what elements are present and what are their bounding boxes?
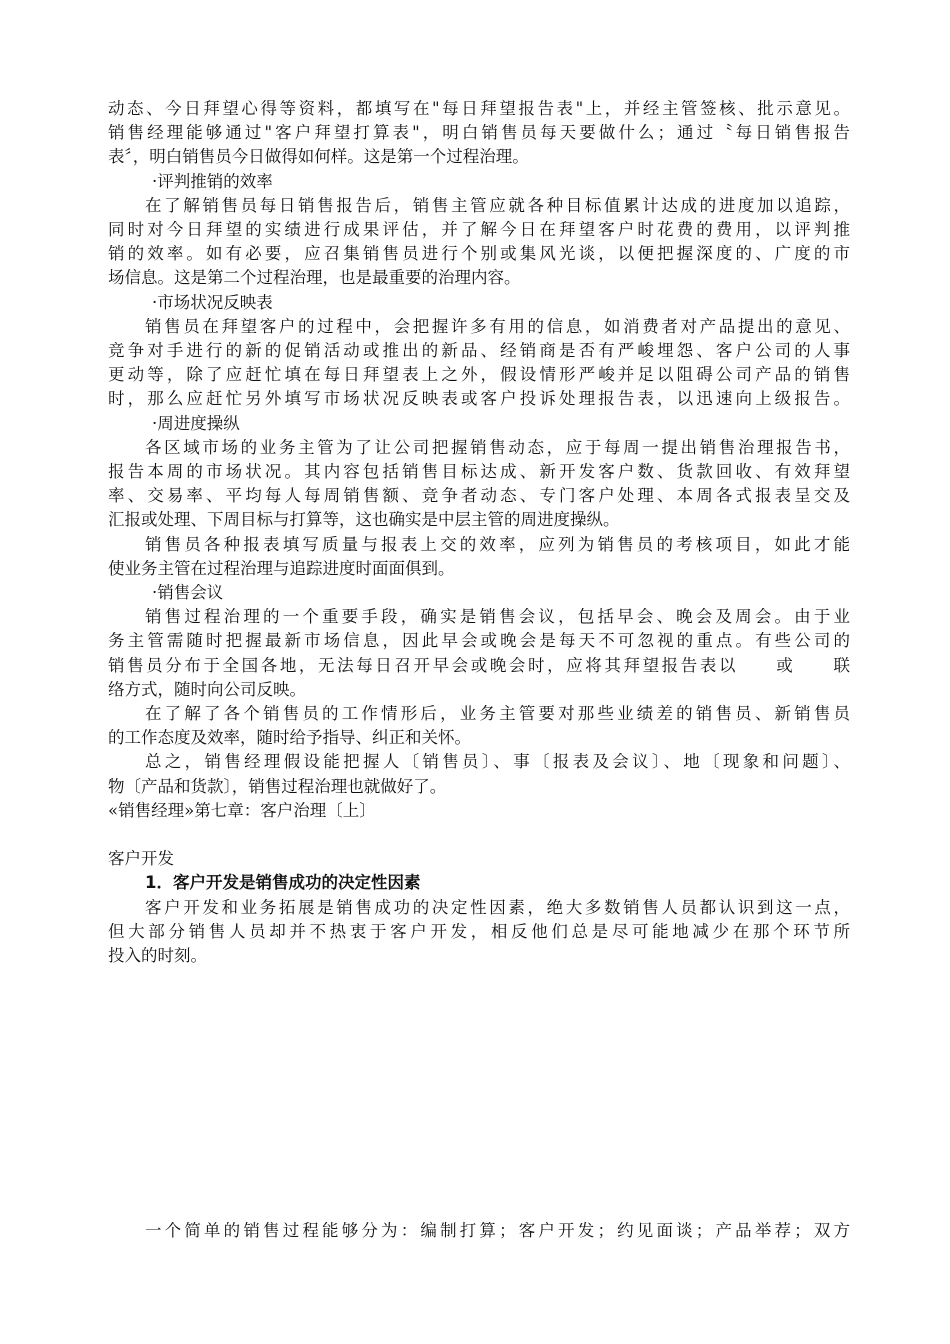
- document-body: [108, 97, 850, 968]
- paragraph-line: 一个简单的销售过程能够分为：编制打算；客户开发；约见面谈；产品举荐；双方: [145, 1221, 850, 1240]
- bullet-heading: ·市场状况反映表: [152, 292, 273, 312]
- paragraph-line: 务主管需随时把握最新市场信息，因此早会或晚会是每天不可忽视的重点。有些公司的: [108, 631, 850, 651]
- document-bottom-line: [108, 1219, 850, 1243]
- paragraph-line: 的工作态度及效率，随时给予指导、纠正和关怀。: [108, 728, 471, 748]
- paragraph-line: 同时对今日拜望的实绩进行成果评估，并了解今日在拜望客户时花费的费用，以评判推: [108, 220, 850, 240]
- paragraph-line: 客户开发和业务拓展是销售成功的决定性因素，绝大多数销售人员都认识到这一点，: [145, 897, 850, 917]
- paragraph-line: 但大部分销售人员却并不热衷于客户开发，相反他们总是尽可能地减少在那个环节所: [108, 921, 850, 941]
- paragraph-line: 1．客户开发是销售成功的决定性因素: [145, 873, 421, 893]
- paragraph-line: 表〞，明白销售员今日做得如何样。这是第一个过程治理。: [108, 147, 529, 167]
- paragraph-line: 场信息。这是第二个过程治理，也是最重要的治理内容。: [108, 268, 521, 288]
- paragraph-line: 总之，销售经理假设能把握人〔销售员〕、事〔报表及会议〕、地〔现象和问题〕、: [145, 752, 850, 772]
- paragraph-line: 竞争对手进行的新的促销活动或推出的新品、经销商是否有严峻埋怨、客户公司的人事: [108, 341, 850, 361]
- paragraph-line: 投入的时刻。: [108, 946, 207, 966]
- paragraph-line: «销售经理»第七章：客户治理〔上〕: [108, 800, 376, 820]
- paragraph-line: 各区域市场的业务主管为了让公司把握销售动态，应于每周一提出销售治理报告书，: [145, 437, 850, 457]
- paragraph-line: 物〔产品和货款〕，销售过程治理也就做好了。: [108, 776, 447, 796]
- paragraph-line: 销售员分布于全国各地，无法每日召开早会或晚会时，应将其拜望报告表以 或 联: [108, 655, 850, 675]
- paragraph-line: 销售员各种报表填写质量与报表上交的效率，应列为销售员的考核项目，如此才能: [145, 534, 850, 554]
- bullet-heading: ·评判推销的效率: [152, 171, 273, 191]
- paragraph-line: 销的效率。如有必要，应召集销售员进行个别或集风光谈，以便把握深度的、广度的市: [108, 244, 850, 264]
- paragraph-line: 报告本周的市场状况。其内容包括销售目标达成、新开发客户数、货款回收、有效拜望: [108, 462, 850, 482]
- paragraph-line: 在了解了各个销售员的工作情形后，业务主管要对那些业绩差的销售员、新销售员: [145, 704, 850, 724]
- bullet-heading: ·销售会议: [152, 583, 224, 603]
- paragraph-line: 销售员在拜望客户的过程中，会把握许多有用的信息，如消费者对产品提出的意见、: [145, 316, 850, 336]
- paragraph-line: 络方式，随时向公司反映。: [108, 679, 306, 699]
- paragraph-line: 时，那么应赶忙另外填写市场状况反映表或客户投诉处理报告表，以迅速向上级报告。: [108, 389, 850, 409]
- paragraph-line: 更动等，除了应赶忙填在每日拜望表上之外，假设情形严峻并足以阻碍公司产品的销售: [108, 365, 850, 385]
- bullet-heading: ·周进度操纵: [152, 413, 240, 433]
- paragraph-line: 销售过程治理的一个重要手段，确实是销售会议，包括早会、晚会及周会。由于业: [145, 607, 850, 627]
- paragraph-line: 汇报或处理、下周目标与打算等，这也确实是中层主管的周进度操纵。: [108, 510, 620, 530]
- blank-line: [108, 823, 850, 847]
- paragraph-line: 动态、今日拜望心得等资料，都填写在"每日拜望报告表"上，并经主管签核、批示意见。: [108, 99, 850, 118]
- paragraph-line: 客户开发: [108, 849, 174, 869]
- paragraph-line: 使业务主管在过程治理与追踪进度时面面俱到。: [108, 558, 455, 578]
- paragraph-line: 率、交易率、平均每人每周销售额、竞争者动态、专门客户处理、本周各式报表呈交及: [108, 486, 850, 506]
- paragraph-line: 销售经理能够通过"客户拜望打算表"，明白销售员每天要做什么；通过〝每日销售报告: [108, 123, 850, 143]
- paragraph-line: 在了解销售员每日销售报告后，销售主管应就各种目标值累计达成的进度加以追踪，: [145, 195, 850, 215]
